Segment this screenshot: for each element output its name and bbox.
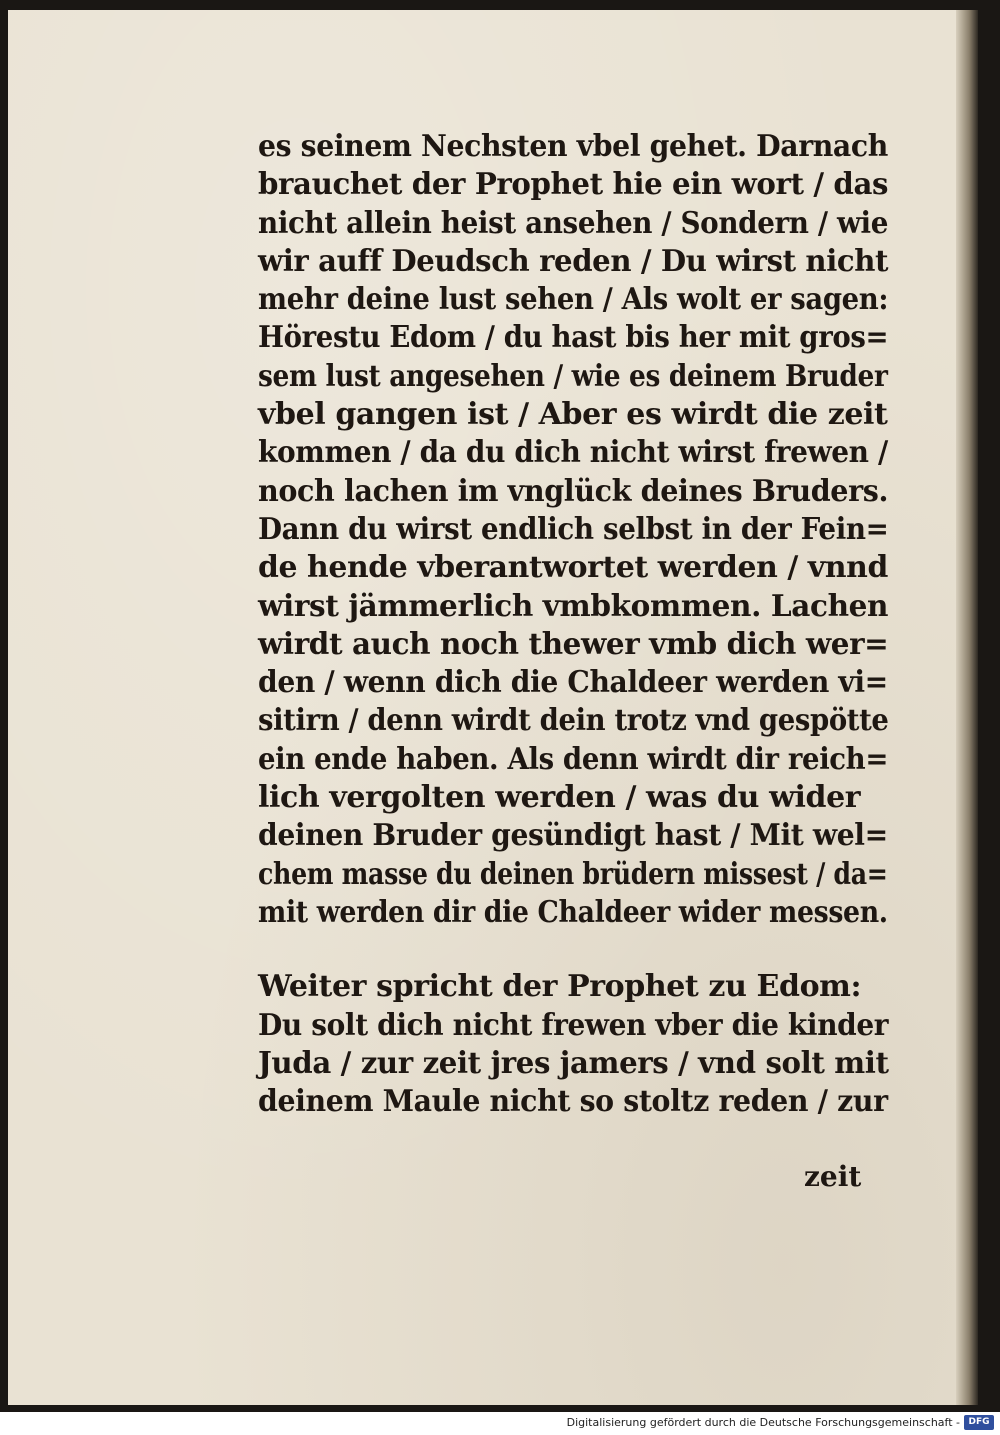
footer-bar (0, 1412, 1000, 1435)
text-line: Hörestu Edom / du hast bis her mit gros= (258, 320, 889, 356)
text-line: deinem Maule nicht so stoltz reden / zur (258, 1084, 888, 1120)
catchword: zeit (804, 1160, 862, 1193)
page-text (258, 128, 888, 1121)
text-line: noch lachen im vnglück deines Bruders. (258, 473, 889, 509)
text-line: Weiter spricht der Prophet zu Edom: (258, 969, 862, 1005)
text-line: kommen / da du dich nicht wirst frewen / (258, 435, 888, 471)
text-line: sem lust angesehen / wie es deinem Bruder (258, 358, 888, 394)
footer-credit: Digitalisierung gefördert durch die Deutsche Forschungsgemeinschaft - (566, 1416, 960, 1429)
paragraph-gap (258, 932, 888, 968)
paragraph-1 (258, 128, 888, 932)
text-line: ein ende haben. Als denn wirdt dir reich= (258, 741, 889, 777)
text-line: Du solt dich nicht frewen vber die kinder (258, 1007, 889, 1043)
text-line: de hende vberantwortet werden / vnnd (258, 550, 888, 586)
text-line: wir auff Deudsch reden / Du wirst nicht (258, 243, 889, 279)
text-line: brauchet der Prophet hie ein wort / das (258, 167, 889, 203)
text-line: Juda / zur zeit jres jamers / vnd solt mit (258, 1045, 889, 1081)
binding-edge (956, 10, 978, 1405)
text-line: sitirn / denn wirdt dein trotz vnd gespötte (258, 703, 889, 739)
text-line: den / wenn dich die Chaldeer werden vi= (258, 665, 888, 701)
text-line: lich vergolten werden / was du wider (258, 780, 861, 816)
paragraph-2 (258, 968, 888, 1121)
text-line: chem masse du deinen brüdern missest / da= (258, 856, 888, 892)
text-line: mit werden dir die Chaldeer wider messen. (258, 894, 888, 930)
text-line: mehr deine lust sehen / Als wolt er sagen: (258, 282, 889, 318)
text-line: Dann du wirst endlich selbst in der Fein= (258, 511, 889, 547)
dfg-logo: DFG (964, 1415, 994, 1430)
text-line: wirdt auch noch thewer vmb dich wer= (258, 626, 889, 662)
text-line: deinen Bruder gesündigt hast / Mit wel= (258, 818, 888, 854)
text-line: nicht allein heist ansehen / Sondern / wie (258, 205, 889, 241)
text-line: wirst jämmerlich vmbkommen. Lachen (258, 588, 889, 624)
text-line: es seinem Nechsten vbel gehet. Darnach (258, 129, 888, 164)
text-line: vbel gangen ist / Aber es wirdt die zeit (258, 397, 888, 433)
